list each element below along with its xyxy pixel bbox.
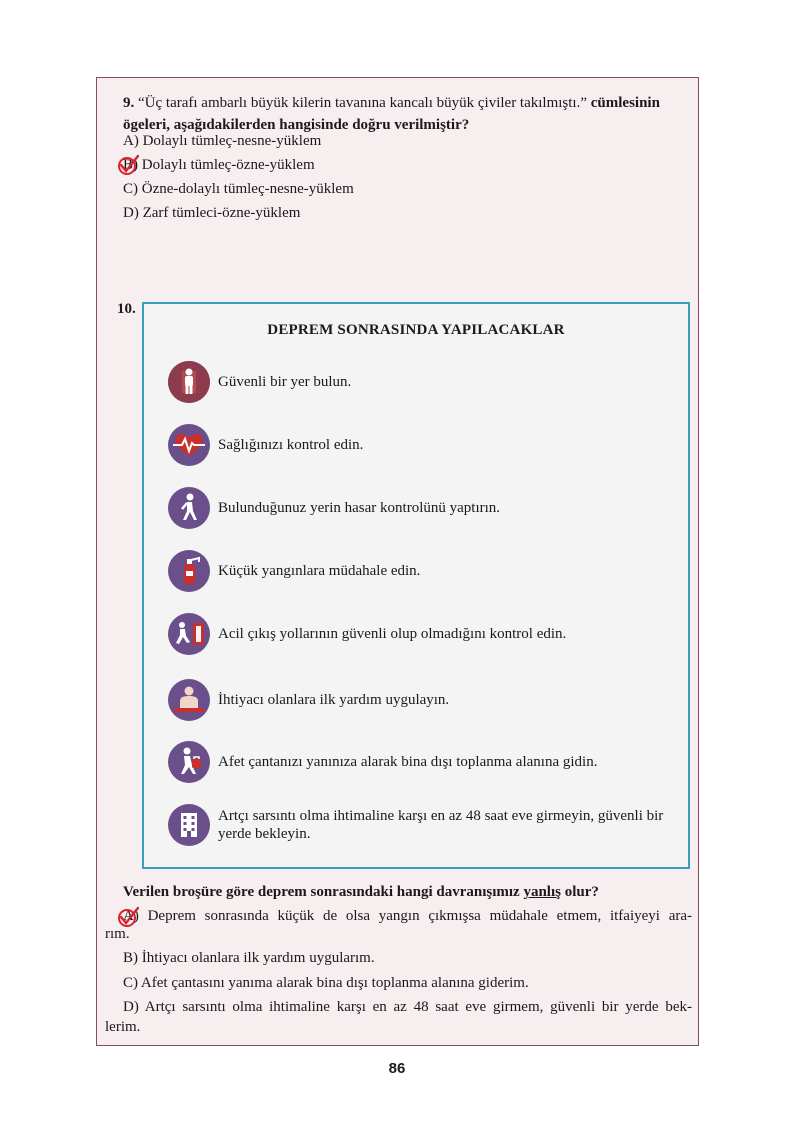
person-with-bag-icon <box>168 741 210 783</box>
answer-checkmark-icon <box>117 906 139 928</box>
emergency-exit-icon <box>168 613 210 655</box>
option-a-line-1: A) Deprem sonrasında küçük de olsa yangın çıkmışsa müdahale etmem, itfaiyeyi ara- <box>123 908 692 924</box>
question-9-option-c[interactable]: C) Özne-dolaylı tümleç-nesne-yüklem <box>123 181 354 197</box>
brochure-item-text: İhtiyacı olanlara ilk yardım uygulayın. <box>218 692 450 708</box>
question-9-number: 9. <box>123 95 135 111</box>
brochure <box>142 302 690 869</box>
question-10-option-d[interactable] <box>105 997 692 1038</box>
question-10-option-a[interactable] <box>105 906 692 945</box>
brochure-item <box>168 741 668 785</box>
question-9-stem-bold-1: cümlesinin <box>590 95 660 111</box>
question-9-option-d[interactable]: D) Zarf tümleci-özne-yüklem <box>123 205 301 221</box>
question-10-option-c[interactable]: C) Afet çantasını yanıma alarak bina dışı toplanma alanına giderim. <box>123 975 529 991</box>
fire-extinguisher-icon <box>168 550 210 592</box>
page-number: 86 <box>388 1060 406 1077</box>
brochure-item <box>168 804 668 848</box>
option-a-line-2: rım. <box>105 926 130 942</box>
question-9-stem <box>123 92 695 136</box>
brochure-item-text: Acil çıkış yollarının güvenli olup olmadığını kontrol edin. <box>218 626 567 642</box>
brochure-item <box>168 613 668 657</box>
building-icon <box>168 804 210 846</box>
question-10-stem-part-1: Verilen broşüre göre deprem sonrasındaki hangi davranışımız <box>123 884 524 900</box>
brochure-title: DEPREM SONRASINDA YAPILACAKLAR <box>267 322 565 338</box>
brochure-item-text: Afet çantanızı yanınıza alarak bina dışı toplanma alanına gidin. <box>218 754 598 770</box>
question-10-stem-part-2: olur? <box>560 884 599 900</box>
option-d-line-1: D) Artçı sarsıntı olma ihtimaline karşı en az 48 saat eve girmem, güvenli bir yerde bek- <box>123 999 692 1015</box>
brochure-item <box>168 361 668 405</box>
heartbeat-icon <box>168 424 210 466</box>
brochure-item <box>168 487 668 531</box>
question-10-stem <box>123 884 599 901</box>
brochure-item-text: Güvenli bir yer bulun. <box>218 374 352 390</box>
walking-person-icon <box>168 487 210 529</box>
brochure-item-text: Küçük yangınlara müdahale edin. <box>218 563 421 579</box>
brochure-item-text: Sağlığınızı kontrol edin. <box>218 437 364 453</box>
brochure-item <box>168 424 668 468</box>
question-9-option-b[interactable]: B) Dolaylı tümleç-özne-yüklem <box>123 157 315 173</box>
question-panel <box>96 77 699 1046</box>
question-9-stem-bold-2: ögeleri, aşağıdakilerden hangisinde doğru verilmiştir? <box>123 117 470 133</box>
question-10-number: 10. <box>117 301 136 317</box>
answer-checkmark-icon <box>117 154 139 176</box>
brochure-item <box>168 679 668 723</box>
question-9-option-a[interactable]: A) Dolaylı tümleç-nesne-yüklem <box>123 133 322 149</box>
option-d-line-2: lerim. <box>105 1019 141 1035</box>
question-10-option-b[interactable]: B) İhtiyacı olanlara ilk yardım uygularım. <box>123 950 375 966</box>
first-aid-person-icon <box>168 679 210 721</box>
question-9-quote: “Üç tarafı ambarlı büyük kilerin tavanına kancalı büyük çiviler takılmıştı.” <box>138 95 588 111</box>
standing-person-icon <box>168 361 210 403</box>
question-10-stem-underlined: yanlış <box>523 884 561 900</box>
brochure-item <box>168 550 668 594</box>
brochure-item-text: Bulunduğunuz yerin hasar kontrolünü yaptırın. <box>218 500 501 516</box>
brochure-item-text: Artçı sarsıntı olma ihtimaline karşı en az 48 saat eve girmeyin, güvenli bir yerde bekleyin. <box>218 808 664 842</box>
